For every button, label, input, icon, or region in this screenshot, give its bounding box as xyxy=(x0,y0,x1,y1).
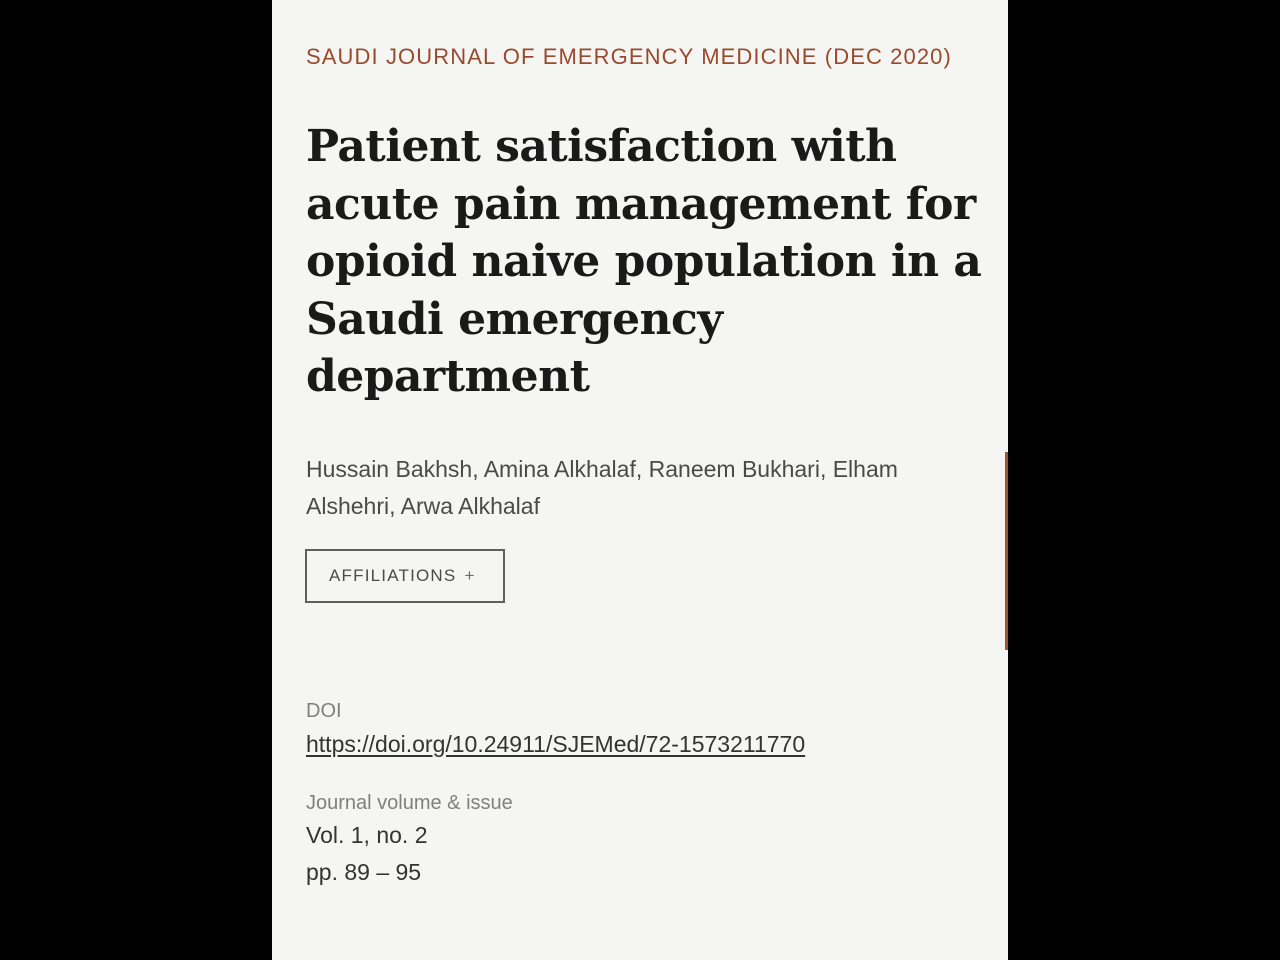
affiliations-button[interactable] xyxy=(305,549,505,603)
article-page xyxy=(272,0,1008,960)
article-title: Patient satisfaction with acute pain management for opioid naive population in a Saudi emergency department xyxy=(306,121,982,402)
doi-label: DOI xyxy=(306,700,342,722)
page-range: pp. 89 – 95 xyxy=(306,859,422,885)
journal-kicker[interactable]: SAUDI JOURNAL OF EMERGENCY MEDICINE (DEC 2020) xyxy=(306,44,952,69)
accent-bar xyxy=(1005,452,1008,650)
plus-icon: + xyxy=(464,566,476,585)
volume-issue: Vol. 1, no. 2 xyxy=(306,822,428,848)
journal-issue-label: Journal volume & issue xyxy=(306,792,513,814)
author-list: Hussain Bakhsh, Amina Alkhalaf, Raneem Bukhari, Elham Alshehri, Arwa Alkhalaf xyxy=(306,456,898,519)
affiliations-label: AFFILIATIONS xyxy=(329,566,457,585)
doi-link[interactable]: https://doi.org/10.24911/SJEMed/72-1573211770 xyxy=(306,731,806,757)
